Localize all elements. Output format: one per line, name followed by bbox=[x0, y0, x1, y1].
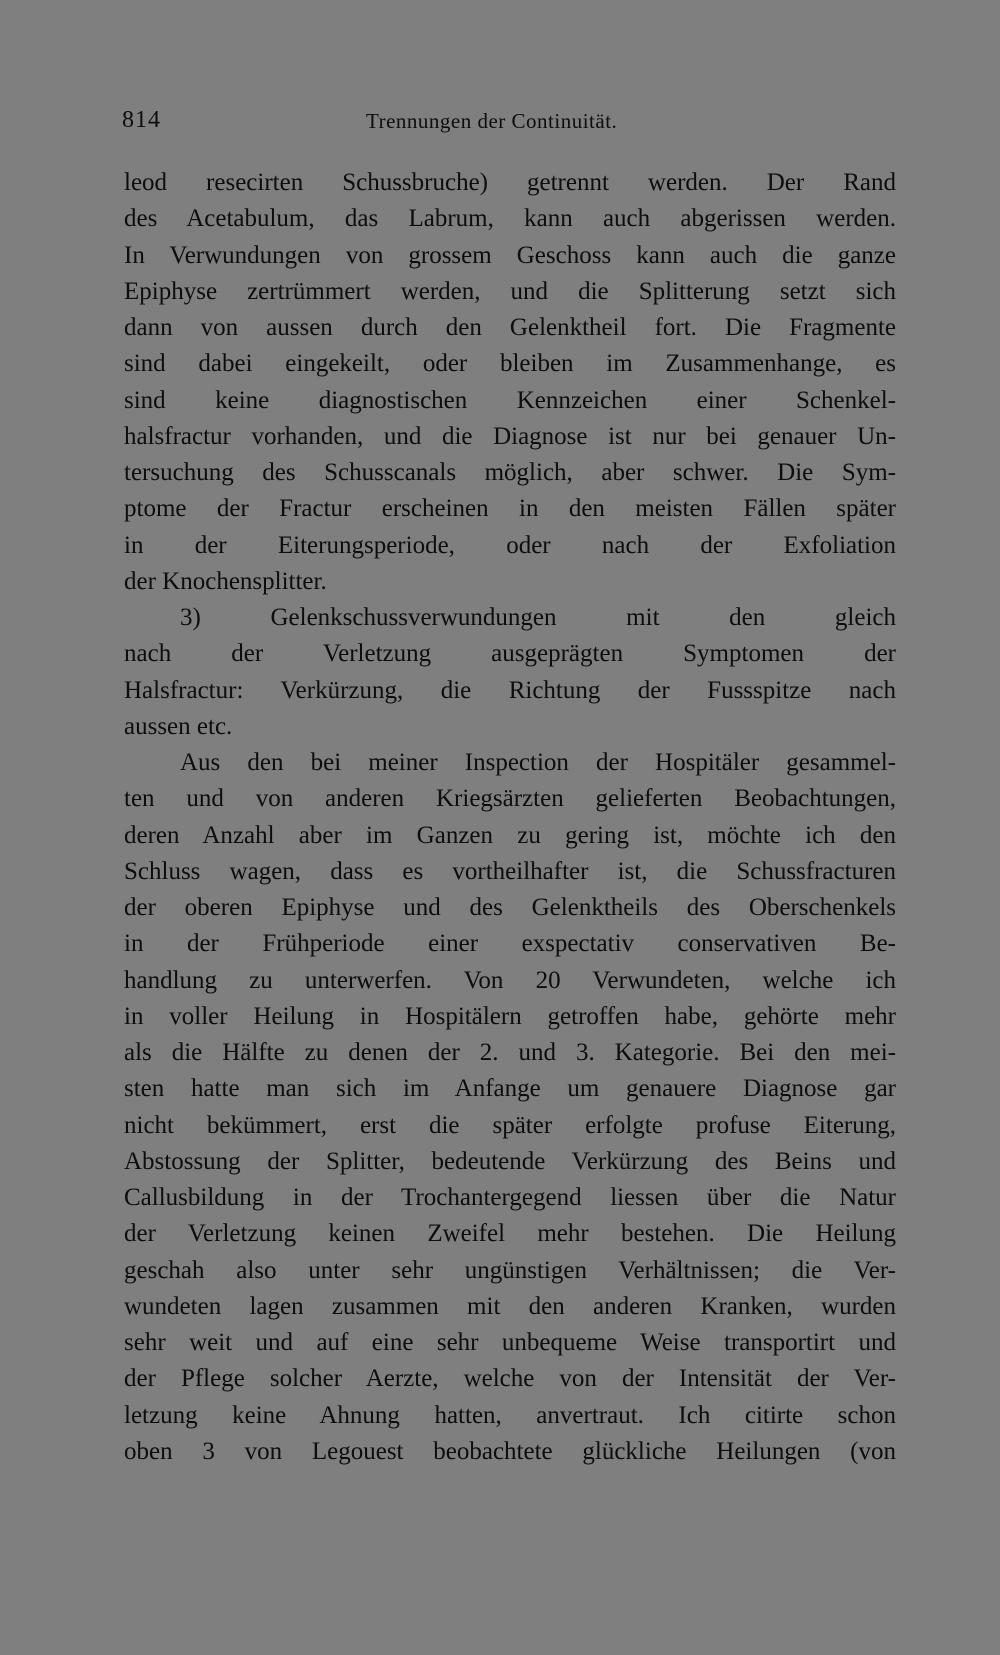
text-line: Abstossung der Splitter, bedeutende Verkürzung des Beins und bbox=[124, 1147, 896, 1175]
text-line: sehr weit und auf eine sehr unbequeme Weise transportirt und bbox=[124, 1329, 896, 1356]
text-line: der oberen Epiphyse und des Gelenktheils des Oberschenkels bbox=[124, 894, 896, 921]
text-line: des Acetabulum, das Labrum, kann auch abgerissen werden. bbox=[124, 205, 896, 233]
text-line: in der Frühperiode einer exspectativ conservativen Be- bbox=[124, 930, 896, 958]
text-line: dann von aussen durch den Gelenktheil fort. Die Fragmente bbox=[124, 314, 896, 341]
text-line: halsfractur vorhanden, und die Diagnose ist nur bei genauer Un- bbox=[124, 422, 896, 450]
text-line: sind dabei eingekeilt, oder bleiben im Zusammenhange, es bbox=[124, 350, 896, 378]
text-line: aussen etc. bbox=[124, 712, 233, 740]
text-line: leod resecirten Schussbruche) getrennt werden. Der Rand bbox=[124, 169, 896, 196]
text-line: oben 3 von Legouest beobachtete glückliche Heilungen (von bbox=[124, 1437, 896, 1465]
text-line: deren Anzahl aber im Ganzen zu gering ist, möchte ich den bbox=[124, 821, 896, 849]
page-number: 814 bbox=[122, 107, 161, 133]
text-line: als die Hälfte zu denen der 2. und 3. Kategorie. Bei den mei- bbox=[124, 1039, 896, 1066]
running-title: Trennungen der Continuität. bbox=[366, 109, 618, 133]
body-text bbox=[124, 165, 896, 1470]
text-line: sind keine diagnostischen Kennzeichen einer Schenkel- bbox=[124, 386, 896, 414]
text-line: Epiphyse zertrümmert werden, und die Splitterung setzt sich bbox=[124, 277, 896, 305]
text-line: In Verwundungen von grossem Geschoss kann auch die ganze bbox=[124, 241, 896, 269]
text-line: ten und von anderen Kriegsärzten gelieferten Beobachtungen, bbox=[124, 785, 896, 813]
text-line: sten hatte man sich im Anfange um genauere Diagnose gar bbox=[124, 1075, 896, 1103]
text-line: ptome der Fractur erscheinen in den meisten Fällen später bbox=[124, 495, 896, 523]
text-line: wundeten lagen zusammen mit den anderen Kranken, wurden bbox=[124, 1292, 896, 1320]
text-line: nicht bekümmert, erst die später erfolgte profuse Eiterung, bbox=[124, 1111, 896, 1139]
text-line: letzung keine Ahnung hatten, anvertraut. Ich citirte schon bbox=[124, 1401, 896, 1429]
page-header bbox=[122, 107, 895, 141]
text-line: in voller Heilung in Hospitälern getroffen habe, gehörte mehr bbox=[124, 1002, 896, 1030]
text-line: nach der Verletzung ausgeprägten Symptomen der bbox=[124, 640, 896, 668]
text-line: tersuchung des Schusscanals möglich, aber schwer. Die Sym- bbox=[124, 459, 896, 486]
text-line: der Verletzung keinen Zweifel mehr bestehen. Die Heilung bbox=[124, 1220, 896, 1248]
text-line: 3) Gelenkschussverwundungen mit den gleich bbox=[180, 604, 896, 631]
text-line: der Pflege solcher Aerzte, welche von der Intensität der Ver- bbox=[124, 1365, 896, 1393]
text-line: geschah also unter sehr ungünstigen Verhältnissen; die Ver- bbox=[124, 1256, 896, 1284]
text-line: Callusbildung in der Trochantergegend liessen über die Natur bbox=[124, 1184, 896, 1211]
text-line: handlung zu unterwerfen. Von 20 Verwundeten, welche ich bbox=[124, 966, 896, 994]
text-line: Halsfractur: Verkürzung, die Richtung der Fussspitze nach bbox=[124, 676, 896, 704]
text-line: der Knochensplitter. bbox=[124, 567, 327, 595]
text-line: Schluss wagen, dass es vortheilhafter ist, die Schussfracturen bbox=[124, 857, 896, 885]
text-line: in der Eiterungsperiode, oder nach der Exfoliation bbox=[124, 531, 896, 559]
text-line: Aus den bei meiner Inspection der Hospitäler gesammel- bbox=[180, 749, 896, 776]
